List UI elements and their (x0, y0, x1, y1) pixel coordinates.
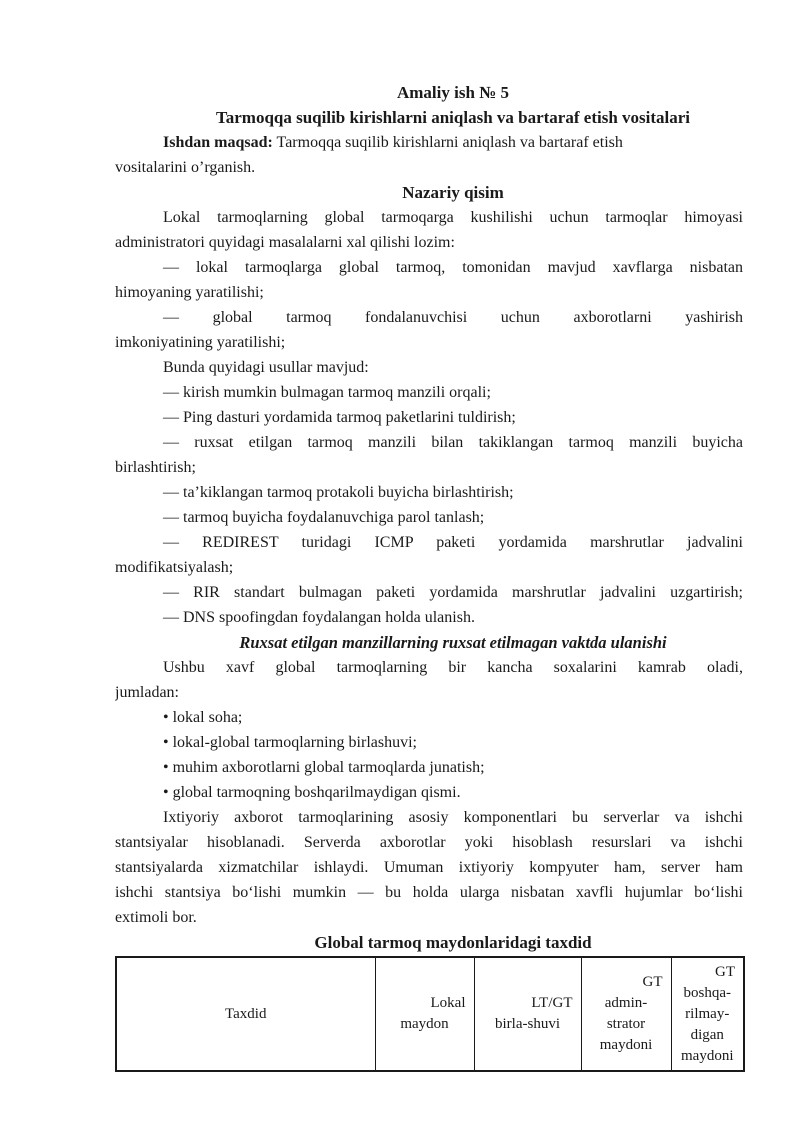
table-cell-line: Lokal (430, 995, 466, 1011)
table-cell-line: digan (690, 1026, 724, 1043)
text-line: — lokal tarmoqlarga global tarmoq, tomonidan mavjud xavflarga nisbatan (163, 259, 743, 276)
cell-content (676, 960, 740, 1068)
table-cell-line: GT (642, 974, 663, 990)
table-header-cell-taxdid (116, 957, 375, 1071)
text-line: extimoli bor. (115, 909, 197, 926)
text-line: stantsiyalarda xizmatchilar ishlaydi. Umuman ixtiyoriy kompyuter ham, server ham (115, 859, 743, 876)
table-header-row (116, 957, 744, 1071)
table-header-cell-lokal-maydon (375, 957, 474, 1071)
threats-table (115, 956, 745, 1072)
text-line: • lokal-global tarmoqlarning birlashuvi; (163, 734, 417, 751)
text-line: Nazariy qisim (402, 183, 504, 202)
bold-lead: Ishdan maqsad: (163, 134, 273, 151)
text-line: Lokal tarmoqlarning global tarmoqarga kushilishi uchun tarmoqlar himoyasi (163, 209, 743, 226)
text-line: — tarmoq buyicha foydalanuvchiga parol tanlash; (163, 509, 485, 526)
text-line: • muhim axborotlarni global tarmoqlarda junatish; (163, 759, 485, 776)
table-cell-line: strator (606, 1016, 646, 1032)
table-cell-line: Taxdid (225, 1005, 267, 1022)
table-cell-line: GT (715, 963, 735, 980)
text-line: administratori quyidagi masalalarni xal qilishi lozim: (115, 234, 455, 251)
text-line: jumladan: (115, 684, 179, 701)
table-cell-line: maydon (400, 1016, 449, 1032)
text-line: stantsiyalar hisoblanadi. Serverda axborotlar yoki hisoblash resurslari va ishchi (115, 834, 743, 851)
cell-content (586, 960, 667, 1068)
text-line: Ushbu xavf global tarmoqlarning bir kancha soxalarini kamrab oladi, (163, 659, 743, 676)
table-cell-line: maydoni (599, 1037, 653, 1053)
table-header-cell-lt-gt-birlashuvi (474, 957, 581, 1071)
text-line: • global tarmoqning boshqarilmaydigan qismi. (163, 784, 461, 801)
cell-content (479, 960, 577, 1068)
text-line: imkoniyatining yaratilishi; (115, 334, 286, 351)
table-cell-line: birla-shuvi (495, 1016, 560, 1032)
text-line: — ta’kiklangan tarmoq protakoli buyicha birlashtirish; (163, 484, 514, 501)
text-line: • lokal soha; (163, 709, 243, 726)
text-line: Ruxsat etilgan manzillarning ruxsat etilmagan vaktda ulanishi (239, 633, 667, 652)
text-line: Bunda quyidagi usullar mavjud: (163, 359, 369, 376)
cell-content (380, 960, 470, 1068)
document-body (115, 80, 743, 930)
text-line: — DNS spoofingdan foydalangan holda ulanish. (163, 609, 475, 626)
table-cell-line: LT/GT (531, 995, 573, 1011)
text-line: — ruxsat etilgan tarmoq manzili bilan takiklangan tarmoq manzili buyicha (163, 434, 743, 451)
cell-content (121, 960, 371, 1068)
text-line: — Ping dasturi yordamida tarmoq paketlarini tuldirish; (163, 409, 516, 426)
table-header-cell-gt-administrator-maydoni (581, 957, 671, 1071)
text-line: — REDIREST turidagi ICMP paketi yordamida marshrutlar jadvalini (163, 534, 743, 551)
document-page (115, 80, 743, 1072)
text-line: modifikatsiyalash; (115, 559, 234, 576)
text-line: Ixtiyoriy axborot tarmoqlarining asosiy komponentlari bu serverlar va ishchi (163, 809, 743, 826)
table-cell-line: maydoni (681, 1047, 734, 1064)
text-line: — RIR standart bulmagan paketi yordamida marshrutlar jadvalini uzgartirish; (163, 584, 743, 601)
text-line: vositalarini o’rganish. (115, 159, 256, 176)
text-line: himoyaning yaratilishi; (115, 284, 264, 301)
table-cell-line: rilmay- (685, 1005, 730, 1022)
table-cell-line: boshqa- (683, 984, 731, 1001)
table-caption: Global tarmoq maydonlaridagi taxdid (314, 933, 592, 952)
text-line: Amaliy ish № 5 (396, 83, 509, 102)
table-cell-line: admin- (604, 995, 648, 1011)
text-line: — kirish mumkin bulmagan tarmoq manzili orqali; (163, 384, 491, 401)
text-line: Tarmoqqa suqilib kirishlarni aniqlash va bartaraf etish vositalari (215, 108, 691, 127)
text-line: — global tarmoq fondalanuvchisi uchun axborotlarni yashirish (163, 309, 743, 326)
text-line: Ishdan maqsad: Tarmoqqa suqilib kirishlarni aniqlash va bartaraf etish (163, 134, 623, 151)
text-line: birlashtirish; (115, 459, 196, 476)
text-line: ishchi stantsiya bo‘lishi mumkin — bu holda ularga nisbatan xavfli hujumlar bo‘lishi (115, 884, 743, 901)
table-header-cell-gt-boshqarilmaydigan-maydoni (671, 957, 744, 1071)
